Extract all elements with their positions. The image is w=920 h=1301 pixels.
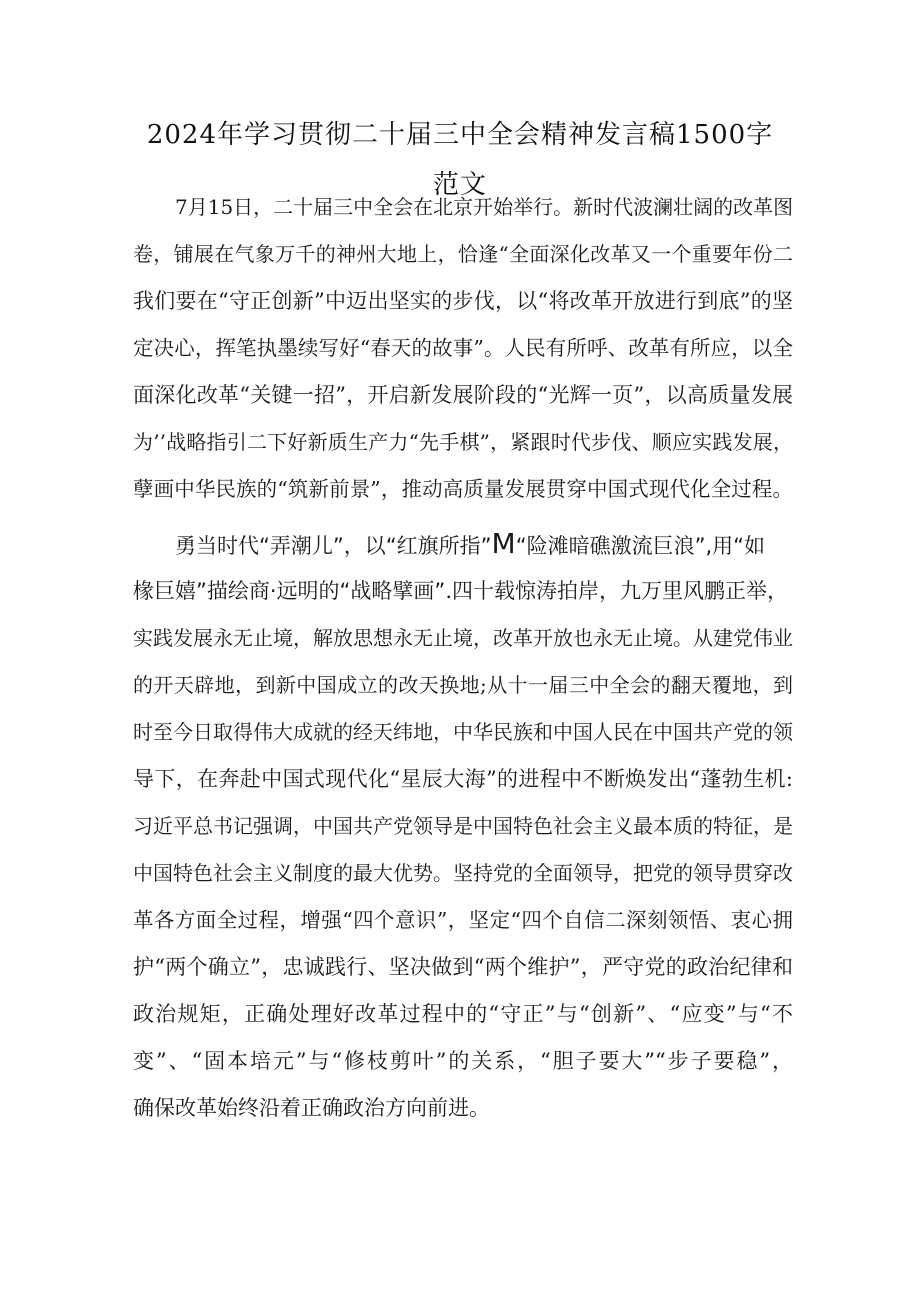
paragraph2-line: 习近平总书记强调，中国共产党领导是中国特色社会主义最本质的特征，是: [133, 814, 793, 838]
document-title-line1: 2024年学习贯彻二十届三中全会精神发言稿1500字: [146, 120, 774, 150]
paragraph2-line1-part-a: 勇当时代“弄潮儿”，以“红旗所指”: [175, 534, 492, 558]
paragraph2-line2-part-a: 椽巨嬉”描绘商·远明的“战略擘画”: [133, 579, 446, 603]
paragraph2-line: 实践发展永无止境，解放思想永无止境，改革开放也永无止境。从建党伟业: [133, 626, 793, 650]
paragraph2-line-last: 确保改革始终沿着正确政治方向前进。: [133, 1096, 490, 1120]
paragraph1-line: 定决心，挥笔执墨续写好“春天的故事”。人民有所呼、改革有所应，以全: [133, 336, 793, 360]
paragraph2-line1: [175, 529, 793, 559]
paragraph2-line: 护“两个确立”，忠诚践行、坚决做到“两个维护”，严守党的政治纪律和: [133, 955, 793, 979]
paragraph2-line1-part-b: “险滩暗礁激流巨浪”,用“如: [515, 534, 766, 558]
paragraph1-line: 孽画中华民族的“筑新前景”，推动高质量发展贯穿中国式现代化全过程。: [133, 477, 793, 501]
paragraph1-line: 面深化改革“关键一招”，开启新发展阶段的“光辉一页”，以高质量发展: [133, 383, 793, 407]
paragraph2-line2-part-b: .四十载惊涛拍岸，九万里风鹏正举，: [445, 579, 788, 603]
paragraph1-line: 我们要在“守正创新”中迈出坚实的步伐，以“将改革开放进行到底”的坚: [133, 289, 793, 313]
paragraph2-line2: [133, 576, 793, 606]
paragraph2-line: 导下，在奔赴中国式现代化“星辰大海”的进程中不断焕发出“蓬勃生机:: [133, 767, 793, 791]
paragraph2-line: 时至今日取得伟大成就的经天纬地，中华民族和中国人民在中国共产党的领: [133, 720, 793, 744]
paragraph2-line: 革各方面全过程，增强“四个意识”，坚定“四个自信二深刻领悟、衷心拥: [133, 908, 793, 932]
paragraph2-line: 中国特色社会主义制度的最大优势。坚持党的全面领导，把党的领导贯穿改: [133, 861, 793, 885]
paragraph2-line: 的开天辟地，到新中国成立的改天换地;从十一届三中全会的翻天覆地，到: [133, 673, 793, 697]
paragraph1-line: 7月15日，二十届三中全会在北京开始举行。新时代波澜壮阔的改革图: [175, 195, 794, 219]
document-title-line2: 范文: [432, 170, 487, 200]
paragraph2-line: 变”、“固本培元”与“修枝剪叶”的关系，“胆子要大”“步子要稳”，: [133, 1049, 793, 1073]
paragraph1-line: 卷，铺展在气象万千的神州大地上，恰逢“全面深化改革又一个重要年份二: [133, 242, 793, 266]
paragraph2-line1-m: M: [491, 527, 516, 560]
paragraph1-line: 为’’战略指引二下好新质生产力“先手棋”，紧跟时代步伐、顺应实践发展，: [133, 430, 793, 454]
paragraph2-line: 政治规矩，正确处理好改革过程中的“守正”与“创新”、“应变”与“不: [133, 1002, 793, 1026]
